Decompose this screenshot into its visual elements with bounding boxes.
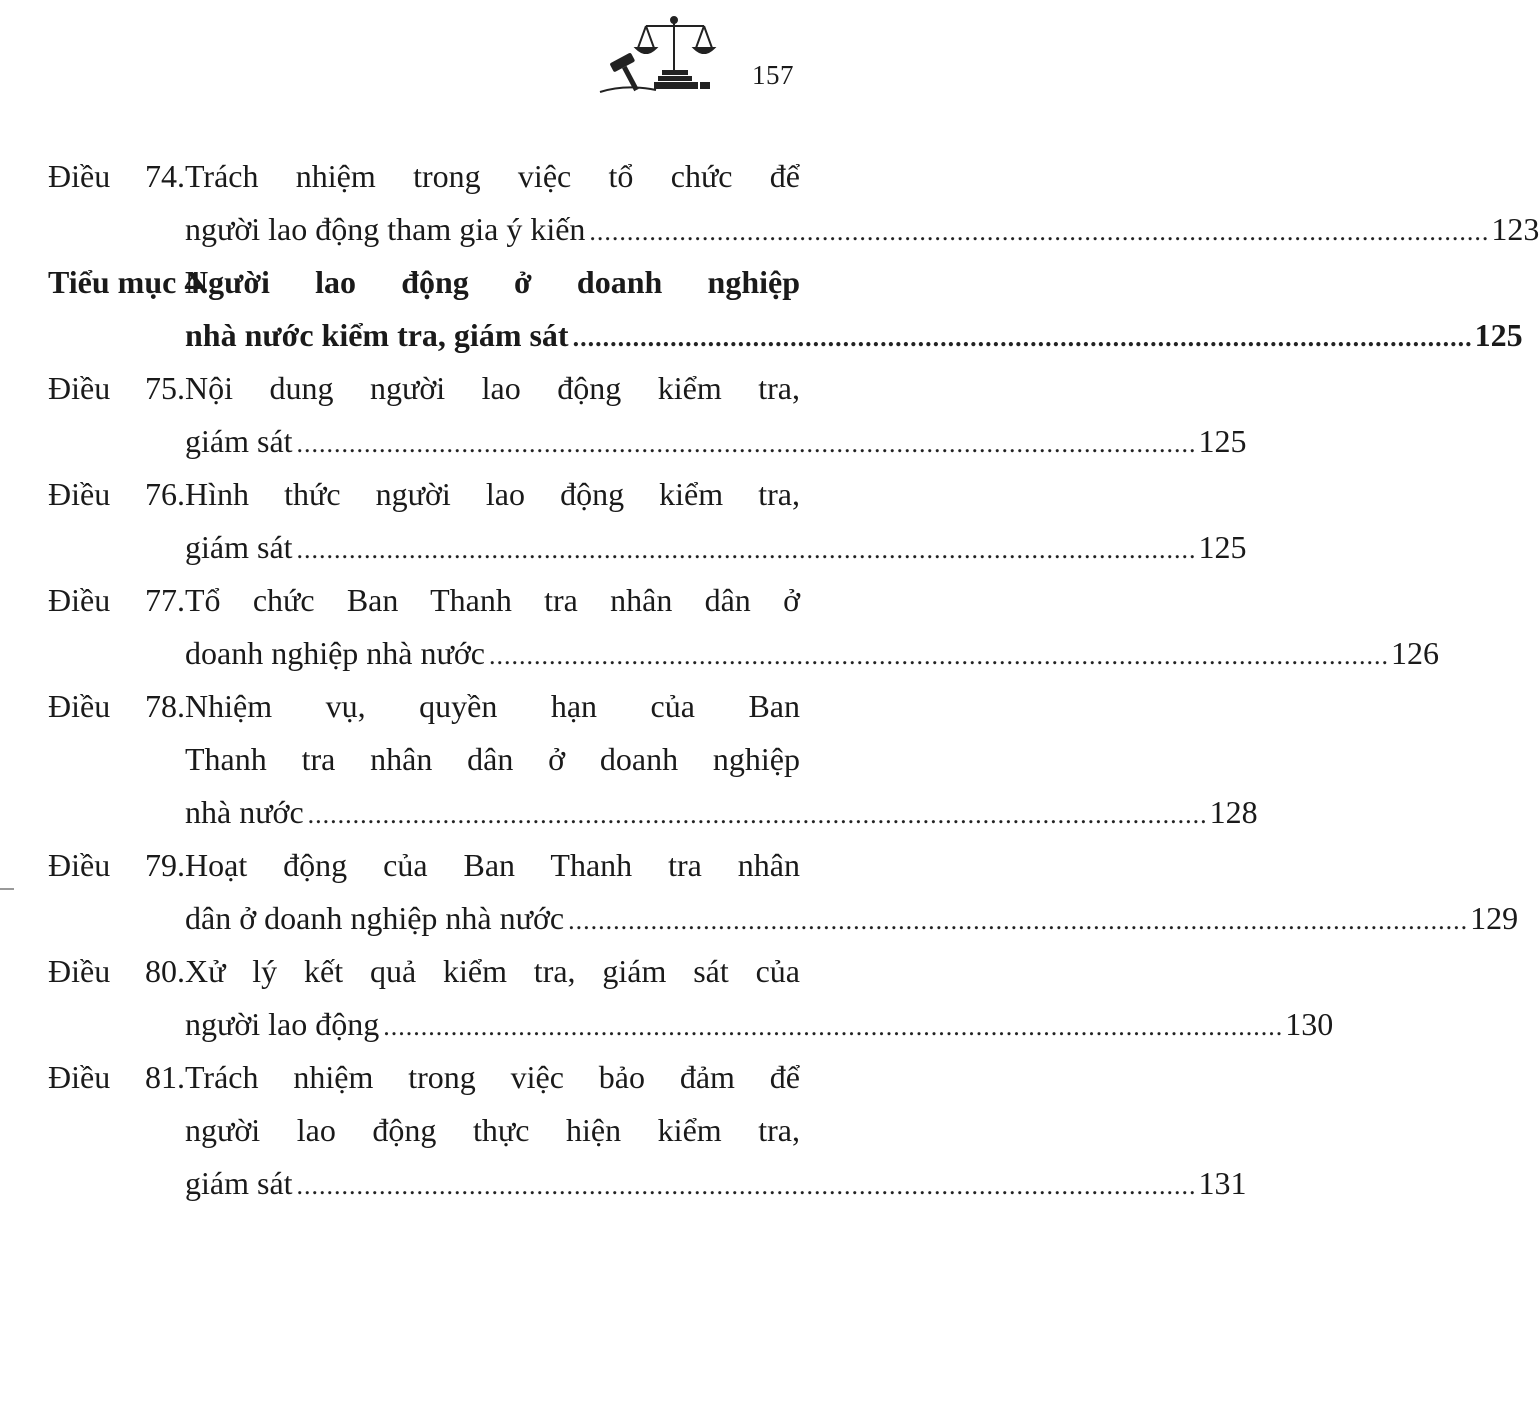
toc-entry-last-line (48, 786, 1258, 839)
toc-entry-line (48, 256, 800, 309)
toc-page-number: 126 (1390, 635, 1439, 671)
toc-entry-text: Thanh tra nhân dân ở doanh nghiệp (185, 741, 800, 777)
toc-page-number: 123 (1491, 211, 1539, 247)
toc-entry (48, 362, 1247, 468)
toc-entry-label: Điều 77. (48, 582, 185, 618)
toc-entry-title-end: giám sát (185, 423, 293, 459)
toc-entry-last-line (48, 627, 1439, 680)
dot-leader: ........................................................................................................................ (568, 906, 1469, 935)
toc-entry-title-end: nhà nước (185, 794, 304, 830)
toc-page-number: 125 (1198, 423, 1247, 459)
toc-entry-label: Điều 74. (48, 158, 185, 194)
dot-leader: ........................................................................................................................ (589, 217, 1490, 246)
dot-leader: ........................................................................................................................ (296, 429, 1197, 458)
toc-entry-line (48, 1051, 800, 1104)
toc-entry-label: Điều 79. (48, 847, 185, 883)
toc-entry-label: Điều 76. (48, 476, 185, 512)
dot-leader: ........................................................................................................................ (488, 641, 1389, 670)
dot-leader: ........................................................................................................................ (572, 323, 1473, 352)
toc-entry-label: Điều 81. (48, 1059, 185, 1095)
toc-entry-title-end: dân ở doanh nghiệp nhà nước (185, 900, 565, 936)
page-number: 157 (752, 60, 794, 90)
toc-entry-last-line (48, 892, 1519, 945)
toc-page-number: 131 (1198, 1165, 1247, 1201)
toc-entry-line (48, 839, 800, 892)
toc-entry-label: Điều 75. (48, 370, 185, 406)
toc-entry-line (48, 945, 800, 998)
toc-entry-label: Tiểu mục 4. (48, 264, 209, 300)
toc-entry-last-line (48, 998, 1334, 1051)
dot-leader: ........................................................................................................................ (296, 1171, 1197, 1200)
toc-entry-title-end: doanh nghiệp nhà nước (185, 635, 485, 671)
toc-entry-last-line (48, 203, 1539, 256)
toc-entry-last-line (48, 309, 1523, 362)
dot-leader: ........................................................................................................................ (296, 535, 1197, 564)
toc-entry-text: Trách nhiệm trong việc bảo đảm để (185, 1059, 800, 1095)
page-edge-mark (0, 888, 14, 890)
toc-entry-title-end: giám sát (185, 529, 293, 565)
toc-entry-line (48, 680, 800, 733)
toc-entry-label: Điều 78. (48, 688, 185, 724)
toc-page-number: 128 (1209, 794, 1258, 830)
toc-entry (48, 256, 1523, 362)
toc-entry-line (48, 150, 800, 203)
toc-entry-text: Nhiệm vụ, quyền hạn của Ban (185, 688, 800, 724)
toc-entry (48, 468, 1247, 574)
toc-entry-last-line (48, 1157, 1247, 1210)
dot-leader: ........................................................................................................................ (307, 800, 1208, 829)
toc-entry-text: người lao động thực hiện kiểm tra, (185, 1112, 800, 1148)
toc-page-number: 129 (1470, 900, 1519, 936)
toc-entry (48, 1051, 1247, 1210)
dot-leader: ........................................................................................................................ (383, 1012, 1284, 1041)
scales-of-justice-and-gavel-icon (596, 14, 726, 94)
toc-entry-line (48, 1104, 800, 1157)
toc-entry (48, 574, 1439, 680)
table-of-contents (48, 150, 1539, 1210)
toc-entry-title-end: giám sát (185, 1165, 293, 1201)
toc-entry-line (48, 574, 800, 627)
toc-entry-text: Nội dung người lao động kiểm tra, (185, 370, 800, 406)
toc-entry-text: Xử lý kết quả kiểm tra, giám sát của (185, 953, 800, 989)
toc-entry (48, 680, 1258, 839)
toc-entry-line (48, 362, 800, 415)
toc-entry-line (48, 468, 800, 521)
toc-page-number: 130 (1285, 1006, 1334, 1042)
toc-entry (48, 150, 1539, 256)
toc-page-number: 125 (1198, 529, 1247, 565)
toc-entry-label: Điều 80. (48, 953, 185, 989)
toc-entry-title-end: người lao động tham gia ý kiến (185, 211, 586, 247)
toc-entry-last-line (48, 415, 1247, 468)
toc-entry-text: Hình thức người lao động kiểm tra, (185, 476, 800, 512)
toc-entry (48, 839, 1519, 945)
toc-entry-last-line (48, 521, 1247, 574)
toc-entry-title-end: nhà nước kiểm tra, giám sát (185, 317, 569, 353)
toc-entry-text: Người lao động ở doanh nghiệp (185, 264, 800, 300)
toc-entry-text: Trách nhiệm trong việc tổ chức để (185, 158, 800, 194)
toc-page-number: 125 (1474, 317, 1523, 353)
toc-entry-title-end: người lao động (185, 1006, 380, 1042)
toc-entry-text: Tổ chức Ban Thanh tra nhân dân ở (185, 582, 800, 618)
toc-entry-line (48, 733, 800, 786)
toc-entry-text: Hoạt động của Ban Thanh tra nhân (185, 847, 800, 883)
toc-entry (48, 945, 1334, 1051)
